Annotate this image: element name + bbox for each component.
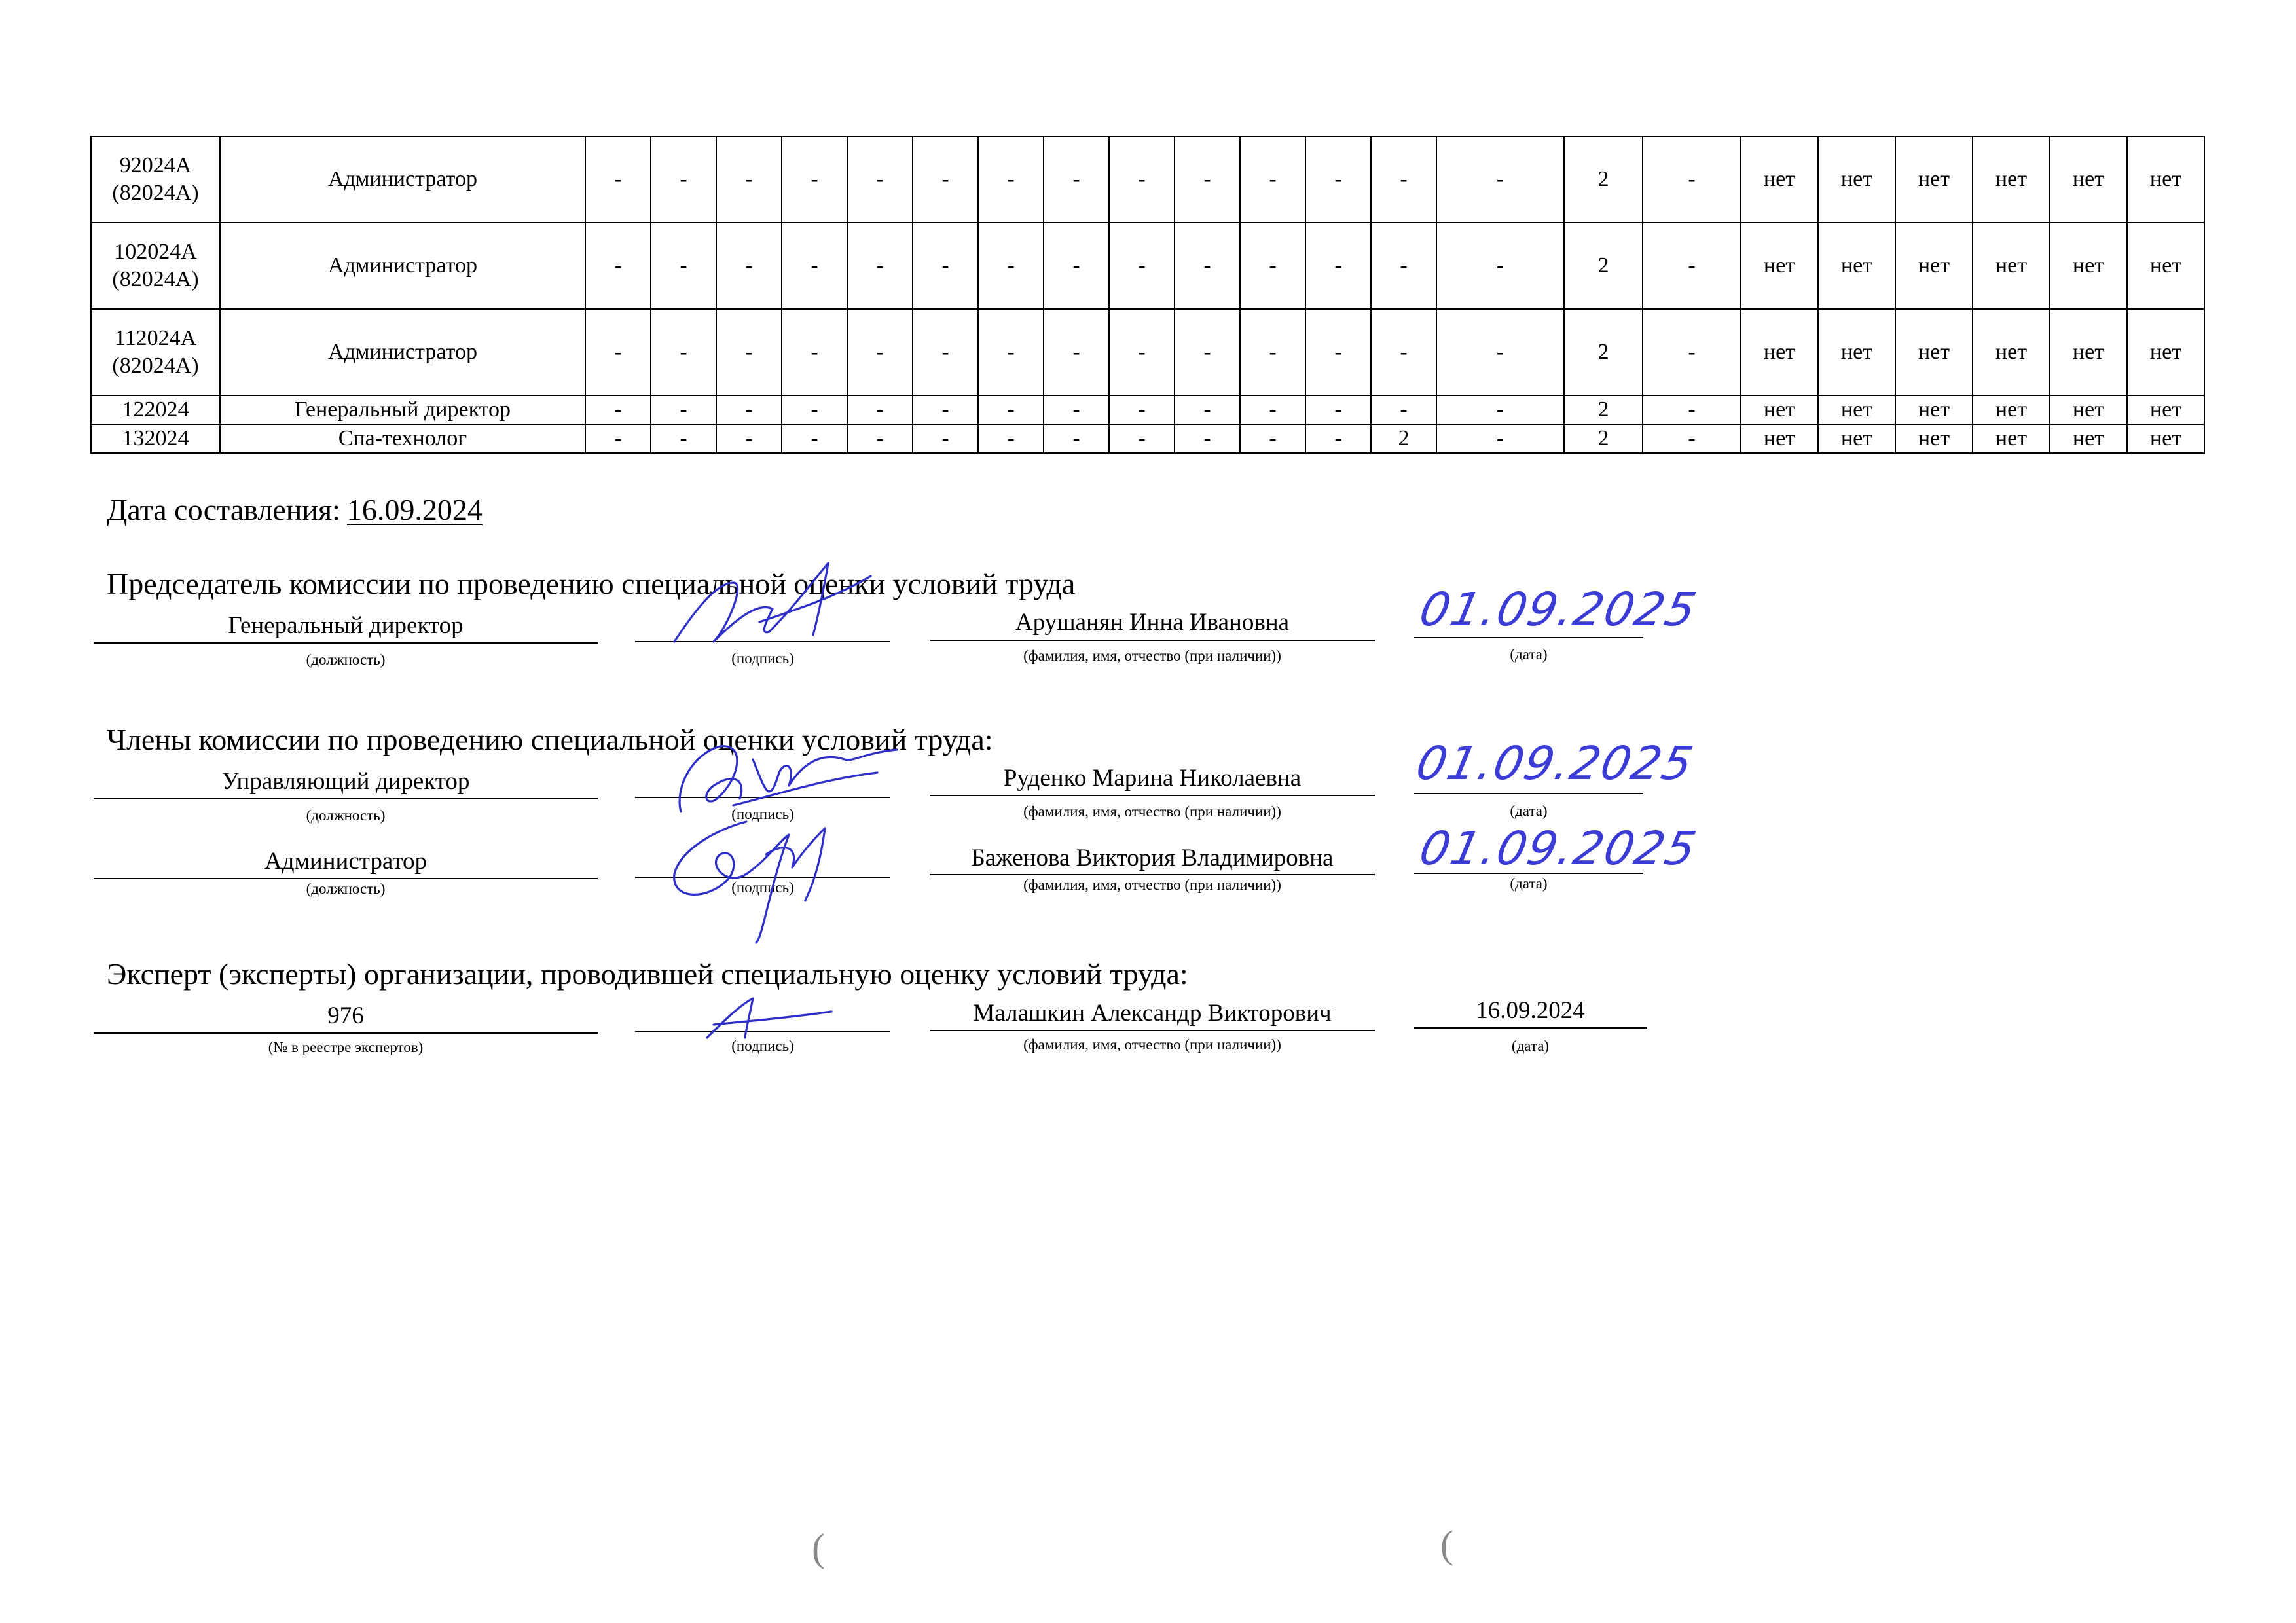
value-cell: - — [1436, 395, 1564, 424]
value-cell: - — [1044, 309, 1109, 395]
value-cell: нет — [2127, 136, 2204, 223]
value-cell: - — [782, 395, 847, 424]
value-cell: - — [1240, 395, 1305, 424]
caption-fullname: (фамилия, имя, отчество (при наличии)) — [1023, 877, 1281, 893]
value-cell: - — [716, 424, 782, 453]
value-cell: нет — [2127, 309, 2204, 395]
member-2-position: Администратор — [264, 848, 428, 875]
chairman-position-line — [94, 642, 598, 644]
value-cell: - — [1109, 309, 1175, 395]
value-cell: - — [1643, 223, 1741, 309]
value-cell: - — [1436, 424, 1564, 453]
caption-registry: (№ в реестре экспертов) — [268, 1039, 424, 1055]
value-cell: - — [1305, 223, 1371, 309]
value-cell: нет — [2127, 395, 2204, 424]
value-cell: 2 — [1564, 223, 1643, 309]
value-cell: - — [1643, 424, 1741, 453]
caption-fullname: (фамилия, имя, отчество (при наличии)) — [1023, 1036, 1281, 1053]
member-1-position-line — [94, 798, 598, 799]
value-cell: - — [913, 395, 978, 424]
table-row — [91, 223, 2204, 309]
value-cell: - — [1109, 136, 1175, 223]
value-cell: нет — [1895, 309, 1973, 395]
value-cell: - — [1175, 309, 1240, 395]
value-cell: - — [716, 309, 782, 395]
caption-signature: (подпись) — [731, 879, 794, 896]
compiled-date-value: 16.09.2024 — [346, 493, 483, 526]
table-row — [91, 395, 2204, 424]
value-cell: 2 — [1564, 309, 1643, 395]
scan-mark: ( — [812, 1526, 825, 1569]
value-cell: - — [1305, 395, 1371, 424]
member-1-handwritten-date: 01.09.2025 — [1412, 737, 1699, 790]
value-cell: - — [1109, 424, 1175, 453]
position-cell: Генеральный директор — [220, 395, 585, 424]
value-cell: - — [1175, 223, 1240, 309]
member-1-position: Управляющий директор — [221, 768, 470, 795]
value-cell: - — [1240, 424, 1305, 453]
chairman-position: Генеральный директор — [228, 612, 464, 639]
caption-fullname: (фамилия, имя, отчество (при наличии)) — [1023, 803, 1281, 820]
caption-date: (дата) — [1511, 1038, 1550, 1054]
value-cell: 2 — [1564, 424, 1643, 453]
value-cell: - — [1436, 309, 1564, 395]
workplace-code-cell: 112024А (82024А) — [91, 309, 220, 395]
value-cell: - — [1371, 223, 1436, 309]
value-cell: - — [1240, 136, 1305, 223]
value-cell: - — [1044, 223, 1109, 309]
value-cell: нет — [1818, 424, 1895, 453]
table-row — [91, 424, 2204, 453]
chairman-handwritten-date: 01.09.2025 — [1415, 583, 1702, 636]
value-cell: нет — [2050, 309, 2127, 395]
position-cell: Администратор — [220, 136, 585, 223]
value-cell: - — [847, 223, 913, 309]
caption-signature: (подпись) — [731, 650, 794, 666]
expert-date: 16.09.2024 — [1476, 997, 1585, 1024]
value-cell: - — [585, 223, 651, 309]
workplace-code-cell: 102024А (82024А) — [91, 223, 220, 309]
chairman-heading: Председатель комиссии по проведению специальной оценки условий труда — [107, 567, 1076, 600]
members-heading: Члены комиссии по проведению специальной оценки условий труда: — [107, 723, 993, 756]
caption-position: (должность) — [306, 881, 386, 897]
value-cell: 2 — [1564, 395, 1643, 424]
value-cell: - — [978, 309, 1044, 395]
chairman-date-line — [1414, 637, 1643, 638]
value-cell: - — [978, 136, 1044, 223]
value-cell: нет — [1895, 424, 1973, 453]
value-cell: - — [847, 136, 913, 223]
value-cell: нет — [1895, 136, 1973, 223]
value-cell: нет — [1973, 395, 2050, 424]
value-cell: нет — [1895, 395, 1973, 424]
value-cell: - — [913, 309, 978, 395]
chairman-name-line — [930, 640, 1375, 641]
value-cell: - — [585, 395, 651, 424]
value-cell: нет — [1741, 424, 1818, 453]
value-cell: - — [913, 136, 978, 223]
value-cell: нет — [1818, 395, 1895, 424]
value-cell: нет — [2127, 424, 2204, 453]
value-cell: - — [651, 136, 716, 223]
value-cell: нет — [2050, 136, 2127, 223]
value-cell: нет — [2050, 223, 2127, 309]
value-cell: - — [1436, 223, 1564, 309]
workplace-code-cell: 132024 — [91, 424, 220, 453]
value-cell: нет — [2050, 395, 2127, 424]
value-cell: - — [978, 395, 1044, 424]
value-cell: - — [782, 223, 847, 309]
value-cell: - — [847, 424, 913, 453]
expert-name: Малашкин Александр Викторович — [973, 1000, 1332, 1027]
caption-fullname: (фамилия, имя, отчество (при наличии)) — [1023, 647, 1281, 664]
value-cell: - — [782, 424, 847, 453]
value-cell: нет — [1741, 395, 1818, 424]
value-cell: - — [651, 309, 716, 395]
expert-name-line — [930, 1030, 1375, 1031]
member-2-handwritten-date: 01.09.2025 — [1415, 822, 1702, 875]
value-cell: - — [1305, 309, 1371, 395]
value-cell: - — [1175, 395, 1240, 424]
compiled-date-line — [107, 492, 489, 527]
caption-date: (дата) — [1510, 646, 1548, 663]
caption-date: (дата) — [1510, 803, 1548, 819]
expert-registry-number: 976 — [327, 1002, 364, 1029]
value-cell: 2 — [1564, 136, 1643, 223]
value-cell: - — [1436, 136, 1564, 223]
value-cell: - — [1044, 395, 1109, 424]
value-cell: нет — [1973, 424, 2050, 453]
member-1-name-line — [930, 795, 1375, 796]
member-2-signature-image — [668, 809, 851, 946]
position-cell: Администратор — [220, 309, 585, 395]
member-2-name-line — [930, 874, 1375, 875]
value-cell: - — [716, 223, 782, 309]
value-cell: - — [651, 395, 716, 424]
value-cell: нет — [1895, 223, 1973, 309]
caption-signature: (подпись) — [731, 1038, 794, 1054]
value-cell: нет — [1741, 136, 1818, 223]
value-cell: - — [1175, 424, 1240, 453]
value-cell: - — [913, 424, 978, 453]
value-cell: нет — [1818, 223, 1895, 309]
member-2-name: Баженова Виктория Владимировна — [971, 845, 1334, 871]
value-cell: нет — [1818, 136, 1895, 223]
position-cell: Администратор — [220, 223, 585, 309]
scan-mark: ( — [1440, 1523, 1453, 1566]
value-cell: 2 — [1371, 424, 1436, 453]
caption-position: (должность) — [306, 807, 386, 824]
value-cell: - — [913, 223, 978, 309]
compiled-date-label: Дата составления: — [107, 493, 340, 526]
value-cell: нет — [2127, 223, 2204, 309]
table-row — [91, 309, 2204, 395]
value-cell: - — [1109, 223, 1175, 309]
value-cell: нет — [1973, 309, 2050, 395]
value-cell: - — [1643, 309, 1741, 395]
value-cell: - — [1044, 424, 1109, 453]
value-cell: нет — [2050, 424, 2127, 453]
expert-signature-image — [687, 985, 845, 1051]
expert-registry-line — [94, 1032, 598, 1034]
caption-date: (дата) — [1510, 875, 1548, 892]
value-cell: - — [782, 136, 847, 223]
value-cell: - — [847, 395, 913, 424]
value-cell: - — [651, 424, 716, 453]
expert-heading: Эксперт (эксперты) организации, проводившей специальную оценку условий труда: — [107, 957, 1188, 991]
value-cell: нет — [1741, 223, 1818, 309]
value-cell: - — [1371, 395, 1436, 424]
value-cell: нет — [1741, 309, 1818, 395]
value-cell: - — [847, 309, 913, 395]
chairman-signature-image — [661, 543, 877, 661]
value-cell: нет — [1973, 223, 2050, 309]
expert-date-line — [1414, 1027, 1647, 1029]
value-cell: - — [585, 424, 651, 453]
position-cell: Спа-технолог — [220, 424, 585, 453]
sout-results-table — [90, 136, 2205, 454]
value-cell: - — [585, 309, 651, 395]
value-cell: - — [585, 136, 651, 223]
value-cell: - — [716, 136, 782, 223]
value-cell: - — [1643, 136, 1741, 223]
value-cell: - — [1109, 395, 1175, 424]
chairman-name: Арушанян Инна Ивановна — [1015, 609, 1290, 636]
caption-position: (должность) — [306, 651, 386, 668]
value-cell: - — [978, 424, 1044, 453]
value-cell: - — [782, 309, 847, 395]
member-2-position-line — [94, 878, 598, 879]
workplace-code-cell: 92024А (82024А) — [91, 136, 220, 223]
value-cell: - — [1175, 136, 1240, 223]
value-cell: нет — [1973, 136, 2050, 223]
table-row — [91, 136, 2204, 223]
workplace-code-cell: 122024 — [91, 395, 220, 424]
value-cell: - — [1305, 136, 1371, 223]
value-cell: - — [651, 223, 716, 309]
value-cell: - — [1371, 136, 1436, 223]
value-cell: - — [1643, 395, 1741, 424]
value-cell: - — [1240, 309, 1305, 395]
value-cell: - — [1044, 136, 1109, 223]
caption-signature: (подпись) — [731, 806, 794, 822]
value-cell: - — [716, 395, 782, 424]
value-cell: - — [1305, 424, 1371, 453]
value-cell: - — [978, 223, 1044, 309]
member-1-date-line — [1414, 793, 1643, 794]
member-1-name: Руденко Марина Николаевна — [1003, 765, 1302, 792]
value-cell: - — [1371, 309, 1436, 395]
value-cell: - — [1240, 223, 1305, 309]
value-cell: нет — [1818, 309, 1895, 395]
